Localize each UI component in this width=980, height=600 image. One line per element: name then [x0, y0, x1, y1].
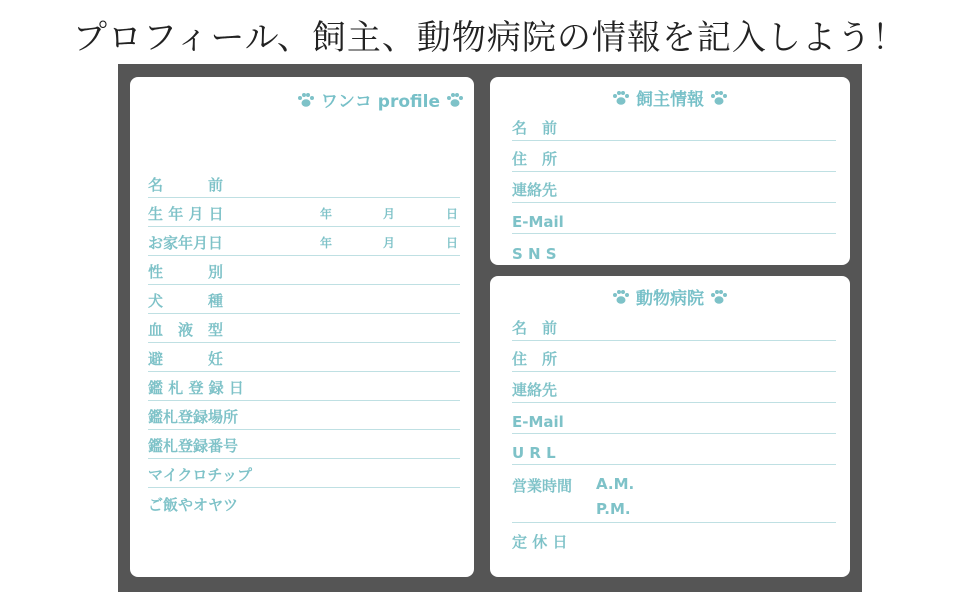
- field-name[interactable]: [148, 169, 460, 198]
- vet-field-holiday[interactable]: [512, 523, 836, 554]
- day-unit: 日: [445, 236, 458, 250]
- field-label: マイクロチップ: [148, 466, 252, 484]
- day-unit: 日: [445, 207, 458, 221]
- field-blood-type[interactable]: [148, 314, 460, 343]
- field-label: 名 前: [148, 176, 224, 194]
- field-label: 血 液 型: [148, 321, 224, 339]
- field-license-place[interactable]: [148, 401, 460, 430]
- owner-title-text: 飼主情報: [636, 90, 704, 110]
- year-unit: 年: [320, 207, 333, 221]
- vet-info-card: [490, 276, 850, 577]
- field-label: 連絡先: [512, 181, 558, 199]
- field-label: 性 別: [148, 263, 224, 281]
- owner-field-email[interactable]: [512, 203, 836, 234]
- paw-icon: [710, 90, 728, 106]
- vet-field-hours[interactable]: [512, 465, 836, 523]
- am-label: A.M.: [596, 475, 635, 493]
- field-label: S N S: [512, 245, 557, 263]
- field-label: U R L: [512, 444, 556, 462]
- field-label: ご飯やオヤツ: [148, 496, 239, 514]
- field-license-number[interactable]: [148, 430, 460, 459]
- owner-field-sns[interactable]: [512, 234, 836, 265]
- field-label: 鑑札登録番号: [148, 437, 239, 455]
- profile-title-text: ワンコ profile: [320, 92, 440, 112]
- field-sex[interactable]: [148, 256, 460, 285]
- paw-icon: [710, 289, 728, 305]
- field-label: 鑑札登録場所: [148, 408, 239, 426]
- paw-icon: [612, 90, 630, 106]
- dog-profile-card: [130, 77, 474, 577]
- vet-field-url[interactable]: [512, 434, 836, 465]
- field-spay[interactable]: [148, 343, 460, 372]
- field-home-date[interactable]: [148, 227, 460, 256]
- field-label: 連絡先: [512, 381, 558, 399]
- vet-field-address[interactable]: [512, 341, 836, 372]
- owner-info-card: [490, 77, 850, 265]
- owner-field-contact[interactable]: [512, 172, 836, 203]
- field-label: 営業時間: [512, 477, 573, 495]
- field-label: お家年月日: [148, 234, 224, 252]
- field-label: 住 所: [512, 350, 558, 368]
- owner-field-name[interactable]: [512, 110, 836, 141]
- field-food[interactable]: [148, 488, 460, 517]
- field-label: 住 所: [512, 150, 558, 168]
- field-label: E-Mail: [512, 413, 564, 431]
- profile-title: [297, 87, 464, 112]
- paw-icon: [446, 92, 464, 108]
- field-label: 鑑 札 登 録 日: [148, 379, 244, 397]
- field-label: 名 前: [512, 119, 558, 137]
- field-label: 定 休 日: [512, 533, 568, 551]
- field-label: 生 年 月 日: [148, 205, 224, 223]
- paw-icon: [612, 289, 630, 305]
- field-birthday[interactable]: [148, 198, 460, 227]
- paw-icon: [297, 92, 315, 108]
- vet-field-contact[interactable]: [512, 372, 836, 403]
- vet-title-text: 動物病院: [636, 289, 704, 309]
- vet-field-email[interactable]: [512, 403, 836, 434]
- pm-label: P.M.: [596, 500, 631, 518]
- vet-field-name[interactable]: [512, 310, 836, 341]
- info-board: [118, 64, 862, 592]
- page-headline: プロフィール、飼主、動物病院の情報を記入しよう！: [73, 18, 907, 58]
- owner-field-address[interactable]: [512, 141, 836, 172]
- month-unit: 月: [382, 207, 395, 221]
- field-label: 避 妊: [148, 350, 224, 368]
- field-label: 犬 種: [148, 292, 224, 310]
- field-breed[interactable]: [148, 285, 460, 314]
- field-license-date[interactable]: [148, 372, 460, 401]
- field-microchip[interactable]: [148, 459, 460, 488]
- month-unit: 月: [382, 236, 395, 250]
- field-label: E-Mail: [512, 213, 564, 231]
- vet-title: [490, 284, 850, 309]
- year-unit: 年: [320, 236, 333, 250]
- owner-title: [490, 85, 850, 110]
- field-label: 名 前: [512, 319, 558, 337]
